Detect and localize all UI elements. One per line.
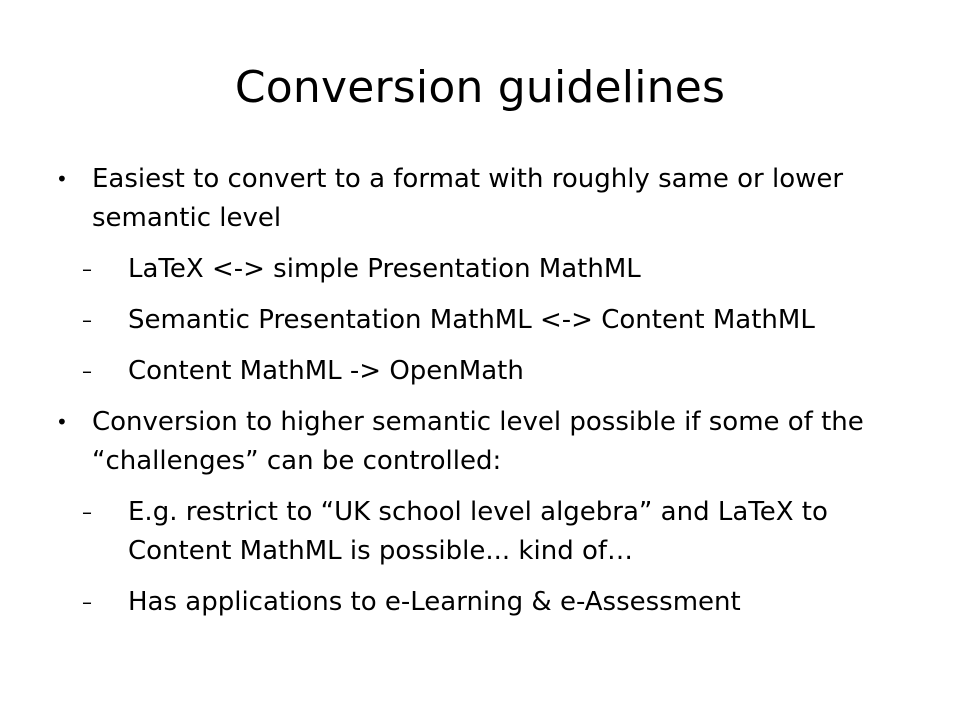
- dash-marker: –: [82, 500, 92, 524]
- sub-bullet-list: [82, 493, 916, 622]
- sub-bullet-item: [82, 301, 916, 340]
- sub-bullet-item: [82, 352, 916, 391]
- sub-bullet-list: [82, 250, 916, 391]
- bullet-list: [56, 160, 916, 634]
- sub-bullet-text: E.g. restrict to “UK school level algebra” and LaTeX to Content MathML is possible... kind of…: [128, 497, 828, 566]
- sub-bullet-item: [82, 493, 916, 571]
- dash-marker: –: [82, 590, 92, 614]
- sub-bullet-text: LaTeX <-> simple Presentation MathML: [128, 254, 641, 284]
- sub-bullet-item: [82, 250, 916, 289]
- dash-marker: –: [82, 257, 92, 281]
- bullet-item: [56, 160, 916, 391]
- dash-marker: –: [82, 359, 92, 383]
- sub-bullet-text: Semantic Presentation MathML <-> Content MathML: [128, 305, 815, 335]
- bullet-marker: •: [56, 410, 68, 434]
- bullet-text: Easiest to convert to a format with roughly same or lower semantic level: [92, 164, 844, 233]
- sub-bullet-text: Has applications to e-Learning & e-Assessment: [128, 587, 741, 617]
- bullet-marker: •: [56, 167, 68, 191]
- sub-bullet-text: Content MathML -> OpenMath: [128, 356, 524, 386]
- bullet-item: [56, 403, 916, 622]
- sub-bullet-item: [82, 583, 916, 622]
- dash-marker: –: [82, 308, 92, 332]
- slide-title: Conversion guidelines: [234, 62, 726, 113]
- bullet-text: Conversion to higher semantic level possible if some of the “challenges” can be controlled:: [92, 407, 864, 476]
